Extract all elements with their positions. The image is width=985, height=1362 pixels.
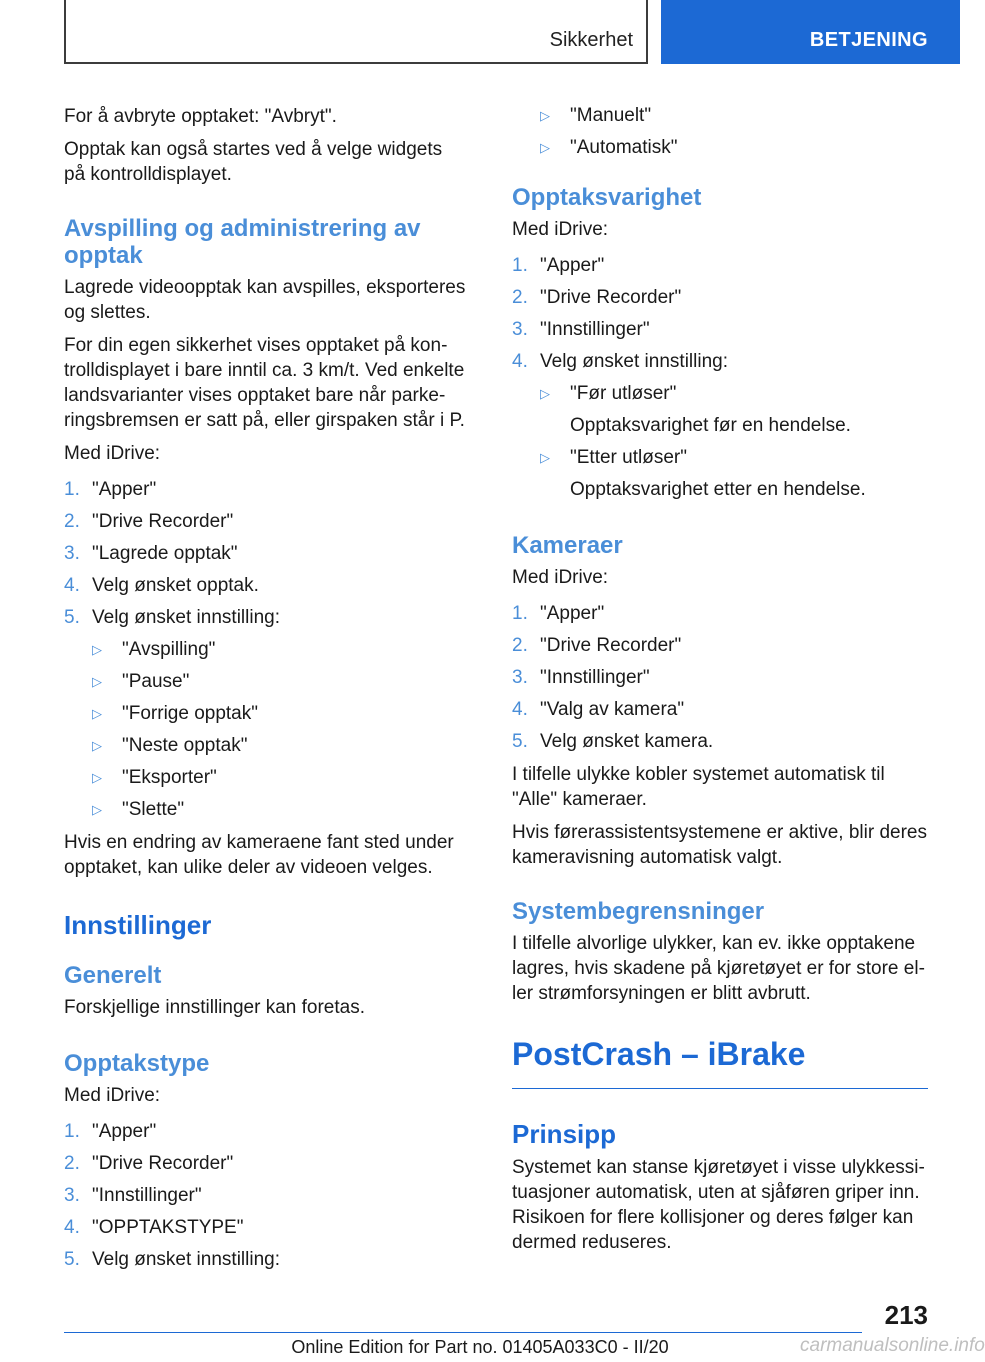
option-item: ▷ "Automatisk" — [540, 136, 928, 160]
paragraph-system-limits: I tilfelle alvorlige ulykker, kan ev. ikke opptakene lagres, hvis skadene på kjøretøyet er for store eller strømforsyningen er blitt avbrutt. — [512, 933, 925, 1004]
paragraph-accident-cameras: I tilfelle ulykke kobler systemet automatisk til "Alle" kameraer. — [512, 764, 885, 810]
duration-options — [540, 382, 928, 502]
recording-type-steps — [64, 1120, 468, 1272]
list-item: 4. Velg ønsket innstilling: ▷ "Før utløser" Opptaksvarighet før en hendelse. ▷ "Etter utløser" Opptaksvarighet etter en hendelse. — [512, 350, 928, 502]
watermark-text: carmanualsonline.info — [800, 1335, 985, 1356]
paragraph-idrive-duration: Med iDrive: — [512, 219, 609, 240]
paragraph-driver-assistance: Hvis førerassistentsystemene er aktive, blir deres kameravisning automatisk valgt. — [512, 822, 927, 868]
list-item: 2. "Drive Recorder" — [512, 287, 682, 308]
list-item: 2. "Drive Recorder" — [64, 1153, 234, 1174]
heading-settings: Innstillinger — [64, 910, 212, 940]
footer-edition: Online Edition for Part no. 01405A033C0 - II/20 — [291, 1337, 669, 1357]
option-note: Opptaksvarighet før en hendelse. — [570, 415, 851, 436]
heading-duration: Opptaksvarighet — [512, 184, 702, 211]
heading-recording-type: Opptakstype — [64, 1050, 210, 1077]
list-item: 2. "Drive Recorder" — [512, 635, 682, 656]
heading-general: Generelt — [64, 962, 162, 989]
list-item: 3. "Innstillinger" — [512, 319, 650, 340]
list-item: 4. "OPPTAKSTYPE" — [64, 1217, 244, 1238]
heading-postcrash: PostCrash – iBrake — [512, 1036, 928, 1089]
heading-principle: Prinsipp — [512, 1119, 617, 1149]
duration-steps — [512, 254, 928, 502]
list-item: 5. Velg ønsket innstilling: — [64, 1249, 280, 1270]
header-section-box — [64, 0, 648, 64]
option-note: Opptaksvarighet etter en hendelse. — [570, 479, 866, 500]
paragraph-safety: For din egen sikkerhet vises opptaket på kontrolldisplayet i bare inntil ca. 3 km/t. Ved enkelte landsvarianter vises opptaket bare når parkeringsbremsen er satt på, eller girspaken står i P. — [64, 335, 465, 431]
option-item: ▷ "Slette" — [92, 798, 468, 822]
heading-system-limits: Systembegrensninger — [512, 898, 765, 925]
playback-options — [92, 638, 468, 822]
paragraph-playback-intro: Lagrede videoopptak kan avspilles, eksporteres og slettes. — [64, 277, 466, 323]
list-item: 1. "Apper" — [512, 255, 605, 276]
list-item: 1. "Apper" — [512, 603, 605, 624]
camera-steps — [512, 602, 928, 754]
list-item: 3. "Innstillinger" — [64, 1185, 202, 1206]
heading-playback: Avspilling og administrering av opptak — [64, 215, 421, 269]
header-chapter-tab[interactable] — [661, 0, 960, 64]
list-item: 1. "Apper" — [64, 479, 157, 500]
heading-cameras: Kameraer — [512, 532, 623, 559]
option-item: ▷ "Før utløser" Opptaksvarighet før en hendelse. — [540, 382, 928, 438]
recording-type-options — [540, 104, 928, 160]
list-item: 1. "Apper" — [64, 1121, 157, 1142]
option-item: ▷ "Eksporter" — [92, 766, 468, 790]
option-item: ▷ "Avspilling" — [92, 638, 468, 662]
paragraph-general: Forskjellige innstillinger kan foretas. — [64, 997, 365, 1018]
option-item: ▷ "Manuelt" — [540, 104, 928, 128]
option-item: ▷ "Forrige opptak" — [92, 702, 468, 726]
list-item: 5. Velg ønsket kamera. — [512, 731, 714, 752]
footer-divider — [64, 1332, 862, 1333]
left-column — [64, 104, 468, 1280]
header-section-title: Sikkerhet — [549, 29, 633, 51]
option-item: ▷ "Pause" — [92, 670, 468, 694]
paragraph-cancel: For å avbryte opptaket: "Avbryt". — [64, 106, 337, 127]
playback-steps — [64, 478, 468, 822]
paragraph-widgets: Opptak kan også startes ved å velge widgets på kontrolldisplayet. — [64, 139, 443, 185]
paragraph-idrive-type: Med iDrive: — [64, 1085, 161, 1106]
page-number: 213 — [884, 1300, 928, 1330]
paragraph-idrive-cameras: Med iDrive: — [512, 567, 609, 588]
header-chapter-title: BETJENING — [809, 29, 928, 51]
list-item: 4. "Valg av kamera" — [512, 699, 685, 720]
list-item: 3. "Lagrede opptak" — [64, 543, 238, 564]
list-item: 2. "Drive Recorder" — [64, 511, 234, 532]
list-item: 3. "Innstillinger" — [512, 667, 650, 688]
option-item: ▷ "Etter utløser" Opptaksvarighet etter en hendelse. — [540, 446, 928, 502]
list-item: 4. Velg ønsket opptak. — [64, 575, 259, 596]
list-item: 5. Velg ønsket innstilling: ▷ "Avspilling" ▷ "Pause" ▷ "Forrige opptak" ▷ "Neste opptak" ▷ "Eksporter" ▷ "Slette" — [64, 606, 468, 822]
paragraph-camera-change: Hvis en endring av kameraene fant sted under opptaket, kan ulike deler av videoen velges. — [64, 832, 454, 878]
paragraph-idrive: Med iDrive: — [64, 443, 161, 464]
right-column — [512, 104, 928, 1263]
paragraph-principle: Systemet kan stanse kjøretøyet i visse ulykkessituasjoner automatisk, uten at sjåføren griper inn. Risikoen for flere kollisjoner og deres følger kan dermed reduseres. — [512, 1157, 925, 1253]
option-item: ▷ "Neste opptak" — [92, 734, 468, 758]
